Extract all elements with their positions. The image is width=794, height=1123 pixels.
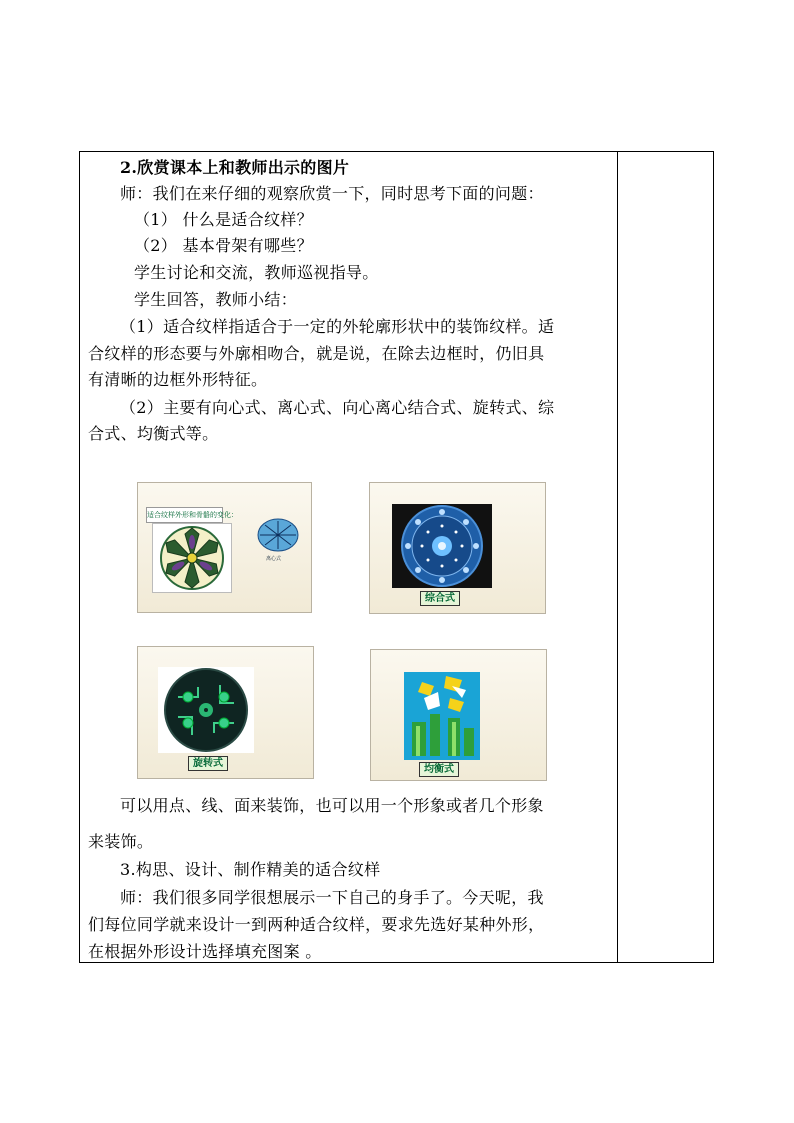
column-divider <box>617 152 618 962</box>
section-heading-2: 2.欣赏课本上和教师出示的图片 <box>120 158 350 177</box>
figure-composite <box>369 482 546 614</box>
text-line: 学生回答，教师小结： <box>134 290 298 309</box>
text-line: 学生讨论和交流，教师巡视指导。 <box>134 263 379 282</box>
figure-caption: 均衡式 <box>419 762 459 777</box>
question-1: （1） 什么是适合纹样？ <box>134 210 313 229</box>
figure-banner: 适合纹样外形和骨骼的变化： <box>146 507 223 523</box>
text-line: 师：我们在来仔细的观察欣赏一下，同时思考下面的问题： <box>120 184 544 203</box>
text-line: 在根据外形设计选择填充图案 。 <box>88 942 322 961</box>
text-line: 合式、均衡式等。 <box>88 424 219 443</box>
text-line: 师：我们很多同学很想展示一下自己的身手了。今天呢，我 <box>120 888 544 907</box>
text-line: （1）适合纹样指适合于一定的外轮廓形状中的装饰纹样。适 <box>120 317 555 336</box>
figure-caption: 旋转式 <box>188 756 228 771</box>
figure-balanced <box>370 649 547 781</box>
figure-centrifugal <box>137 482 312 613</box>
text-line: 们每位同学就来设计一到两种适合纹样，要求先选好某种外形， <box>88 915 545 934</box>
centrifugal-diagram-icon <box>256 517 300 553</box>
section-heading-3: 3.构思、设计、制作精美的适合纹样 <box>120 860 381 879</box>
flower-pattern-image <box>152 523 232 593</box>
text-line: 可以用点、线、面来装饰，也可以用一个形象或者几个形象 <box>120 796 544 815</box>
figure-rotation <box>137 646 314 779</box>
question-2: （2） 基本骨架有哪些？ <box>134 236 313 255</box>
balanced-pattern-image <box>404 672 480 760</box>
text-line: 有清晰的边框外形特征。 <box>88 370 268 389</box>
text-line: 合纹样的形态要与外廓相吻合，就是说，在除去边框时，仍旧具 <box>88 344 545 363</box>
figure-caption: 综合式 <box>420 591 460 606</box>
mandala-image <box>392 504 492 588</box>
text-line: （2）主要有向心式、离心式、向心离心结合式、旋转式、综 <box>120 398 555 417</box>
centrifugal-label: 离心式 <box>266 556 282 562</box>
text-line: 来装饰。 <box>88 832 154 851</box>
rotation-pattern-image <box>158 667 254 753</box>
